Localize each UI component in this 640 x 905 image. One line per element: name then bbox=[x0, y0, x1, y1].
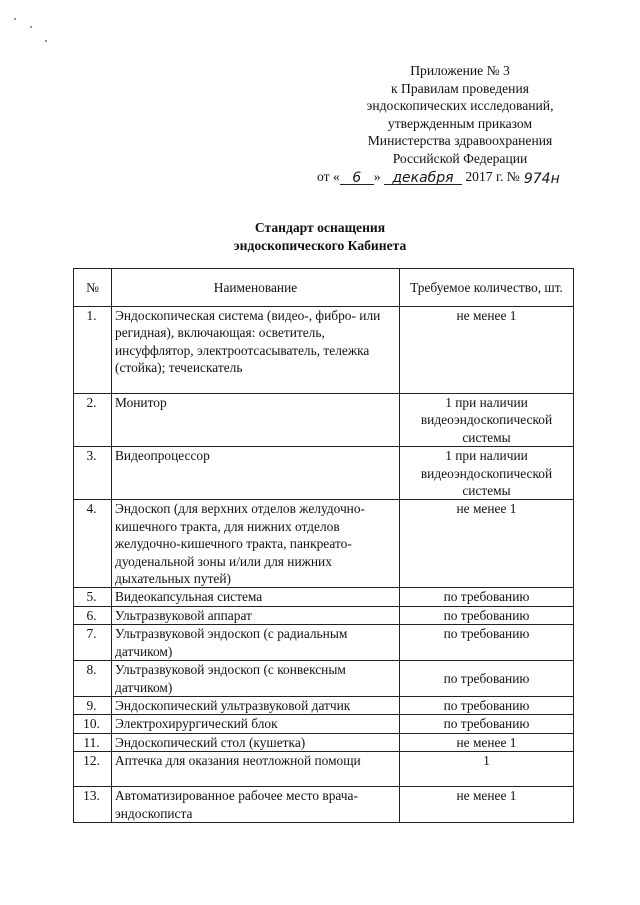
row-name: Эндоскопический ультразвуковой датчик bbox=[112, 696, 400, 714]
table-row bbox=[74, 447, 574, 500]
row-name: Аптечка для оказания неотложной помощи bbox=[112, 752, 400, 787]
row-name: Эндоскопический стол (кушетка) bbox=[112, 733, 400, 751]
scan-speck bbox=[14, 18, 16, 20]
row-name: Ультразвуковой аппарат bbox=[112, 606, 400, 624]
row-name: Видеокапсульная система bbox=[112, 588, 400, 606]
table-row bbox=[74, 606, 574, 624]
document-title bbox=[120, 219, 520, 254]
row-quantity: не менее 1 bbox=[400, 500, 574, 588]
row-number: 5. bbox=[74, 588, 112, 606]
table-row bbox=[74, 787, 574, 823]
row-number: 10. bbox=[74, 715, 112, 733]
handwritten-day: 6 bbox=[352, 170, 362, 187]
table-row bbox=[74, 500, 574, 588]
scan-speck bbox=[45, 40, 47, 42]
order-date-line bbox=[300, 168, 620, 186]
row-number: 2. bbox=[74, 394, 112, 447]
appendix-header bbox=[300, 62, 620, 188]
header-name: Наименование bbox=[112, 269, 400, 307]
row-name: Ультразвуковой эндоскоп (с конвексным датчиком) bbox=[112, 661, 400, 697]
row-quantity: 1 bbox=[400, 752, 574, 787]
row-number: 9. bbox=[74, 696, 112, 714]
title-line: Стандарт оснащения bbox=[254, 220, 386, 235]
number-field bbox=[520, 170, 564, 188]
appendix-line: Российской Федерации bbox=[392, 150, 528, 166]
appendix-line: Министерства здравоохранения bbox=[367, 133, 553, 149]
row-name: Электрохирургический блок bbox=[112, 715, 400, 733]
table-row bbox=[74, 588, 574, 606]
date-mid: » bbox=[373, 168, 381, 184]
row-name: Ультразвуковой эндоскоп (с радиальным датчиком) bbox=[112, 625, 400, 661]
row-name: Эндоскопическая система (видео-, фибро- или регидная), включающая: осветитель, инсуффлятор, электроотсасыватель, тележка (стойка); течеискатель bbox=[112, 307, 400, 394]
row-number: 4. bbox=[74, 500, 112, 588]
row-quantity: по требованию bbox=[400, 661, 574, 697]
day-field bbox=[340, 169, 374, 185]
row-number: 6. bbox=[74, 606, 112, 624]
date-prefix: от « bbox=[317, 168, 340, 184]
row-name: Монитор bbox=[112, 394, 400, 447]
row-number: 1. bbox=[74, 307, 112, 394]
row-number: 13. bbox=[74, 787, 112, 823]
row-quantity: по требованию bbox=[400, 625, 574, 661]
table-row bbox=[74, 625, 574, 661]
row-number: 7. bbox=[74, 625, 112, 661]
row-number: 3. bbox=[74, 447, 112, 500]
table-row bbox=[74, 696, 574, 714]
row-quantity: по требованию bbox=[400, 715, 574, 733]
appendix-line: утвержденным приказом bbox=[387, 115, 533, 131]
row-quantity: по требованию bbox=[400, 696, 574, 714]
row-number: 12. bbox=[74, 752, 112, 787]
handwritten-number: 974н bbox=[523, 171, 560, 188]
row-name: Автоматизированное рабочее место врача-эндоскописта bbox=[112, 787, 400, 823]
table-row bbox=[74, 661, 574, 697]
table-row bbox=[74, 752, 574, 787]
table-row bbox=[74, 733, 574, 751]
appendix-line: эндоскопических исследований, bbox=[366, 98, 554, 114]
row-number: 11. bbox=[74, 733, 112, 751]
row-name: Эндоскоп (для верхних отделов желудочно-кишечного тракта, для нижних отделов желудочно-кишечного тракта, панкреато-дуоденальной зоны и/или для нижних дыхательных путей) bbox=[112, 500, 400, 588]
month-field bbox=[384, 169, 462, 185]
table-row bbox=[74, 307, 574, 394]
handwritten-month: декабря bbox=[392, 170, 454, 187]
title-line: эндоскопического Кабинета bbox=[233, 237, 407, 253]
year-text: 2017 г. № bbox=[465, 168, 520, 184]
row-quantity: 1 при наличии видеоэндоскопической системы bbox=[400, 394, 574, 447]
table-row bbox=[74, 394, 574, 447]
row-quantity: не менее 1 bbox=[400, 787, 574, 823]
header-number: № bbox=[74, 269, 112, 307]
row-quantity: по требованию bbox=[400, 588, 574, 606]
table-header-row bbox=[74, 269, 574, 307]
appendix-line: к Правилам проведения bbox=[391, 80, 529, 96]
row-quantity: по требованию bbox=[400, 606, 574, 624]
row-quantity: 1 при наличии видеоэндоскопической системы bbox=[400, 447, 574, 500]
scan-speck bbox=[30, 26, 32, 28]
header-quantity: Требуемое количество, шт. bbox=[400, 269, 574, 307]
row-quantity: не менее 1 bbox=[400, 307, 574, 394]
table-row bbox=[74, 715, 574, 733]
row-number: 8. bbox=[74, 661, 112, 697]
row-name: Видеопроцессор bbox=[112, 447, 400, 500]
equipment-table bbox=[73, 268, 574, 823]
row-quantity: не менее 1 bbox=[400, 733, 574, 751]
appendix-line: Приложение № 3 bbox=[410, 63, 510, 78]
